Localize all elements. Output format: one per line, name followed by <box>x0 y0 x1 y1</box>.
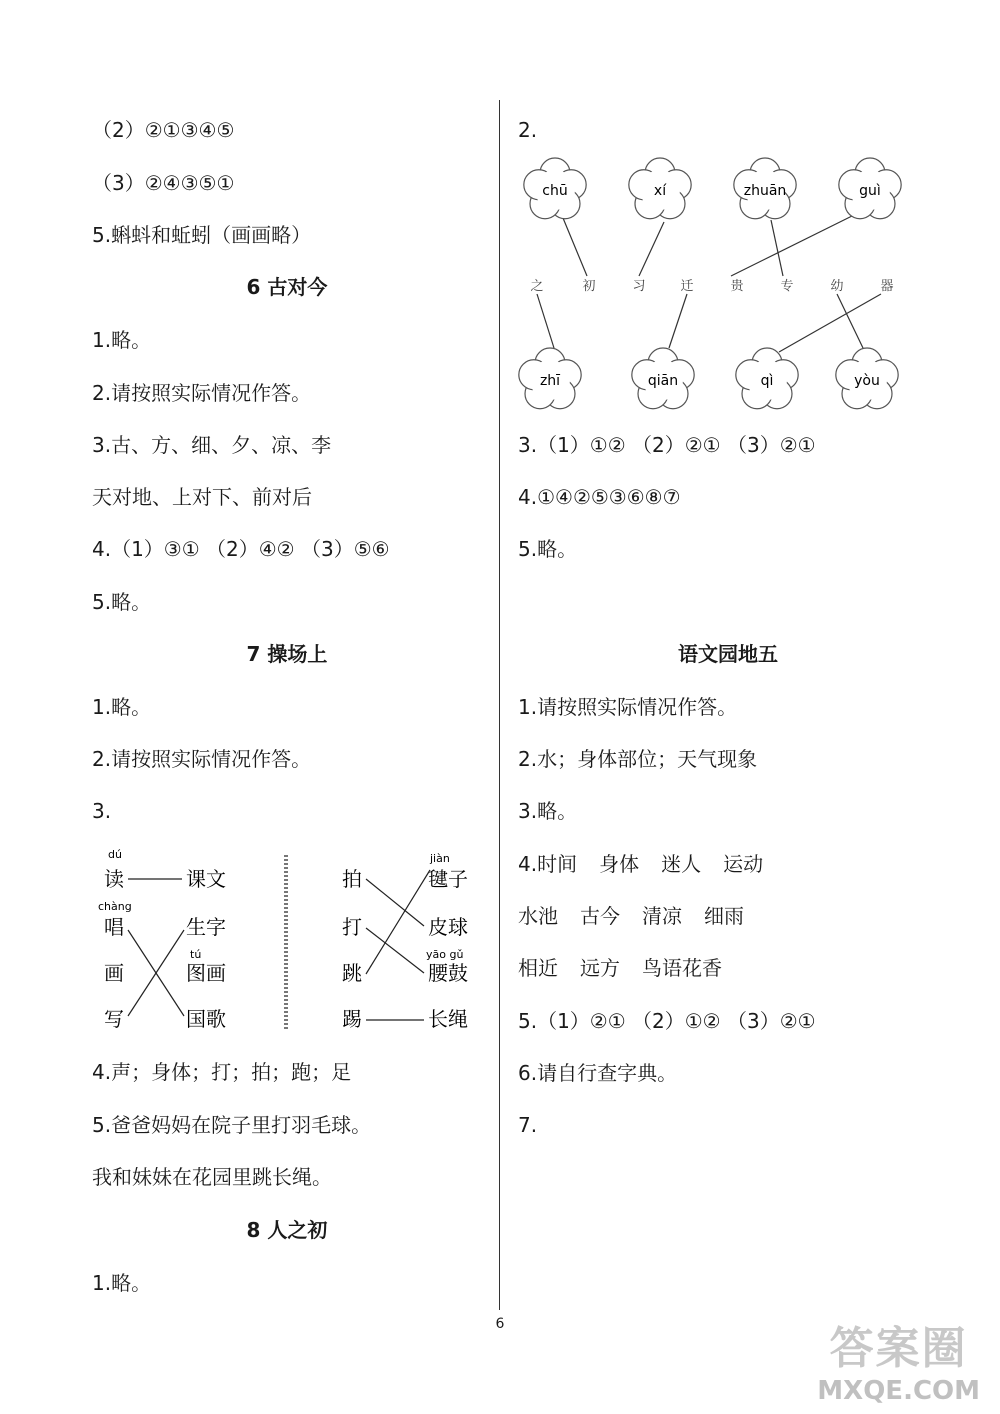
target-word: 生字 <box>186 915 226 939</box>
word: 迷人 <box>661 852 702 876</box>
word-row <box>518 851 785 877</box>
answer-line: 4.声；身体；打；拍；跑；足 <box>92 1060 352 1084</box>
answer-line: 5.（1）②① （2）①② （3）②① <box>518 1009 816 1033</box>
flower-pinyin: xí <box>653 183 667 199</box>
target-word: 国歌 <box>186 1007 226 1031</box>
page-number: 6 <box>495 1316 505 1332</box>
watermark-logo: 答案圈 <box>829 1323 968 1374</box>
match-line <box>779 294 881 352</box>
answer-line: 5.爸爸妈妈在院子里打羽毛球。 <box>92 1113 372 1137</box>
match-char: 之 <box>530 279 544 294</box>
word-row <box>518 903 766 929</box>
answer-line: 5.蝌蚪和蚯蚓（画画略） <box>92 223 312 247</box>
answer-line: 2.请按照实际情况作答。 <box>92 381 312 405</box>
section-heading-7: 7 操场上 <box>246 642 328 666</box>
match-char: 器 <box>880 279 894 294</box>
match-line <box>366 870 430 974</box>
answer-line: 3.古、方、细、夕、凉、李 <box>92 433 332 457</box>
answer-line: 我和妹妹在花园里跳长绳。 <box>92 1165 332 1189</box>
column-divider <box>499 100 500 1310</box>
target-word: 毽子 <box>428 867 468 891</box>
flower-pinyin: zhuān <box>743 183 787 199</box>
answer-line: 1.请按照实际情况作答。 <box>518 695 738 719</box>
match-char: 贵 <box>730 279 744 294</box>
answer-line: 2.请按照实际情况作答。 <box>92 747 312 771</box>
answer-line: 4.①④②⑤③⑥⑧⑦ <box>518 485 681 509</box>
answer-line: 3.略。 <box>518 799 578 823</box>
answer-line: 3.（1）①② （2）②① （3）②① <box>518 433 816 457</box>
section-heading-8: 8 人之初 <box>246 1218 328 1242</box>
flower-pinyin-box <box>629 158 691 219</box>
pinyin-label: yāo gǔ <box>426 948 464 961</box>
answer-line: 6.请自行查字典。 <box>518 1061 678 1085</box>
target-word: 皮球 <box>428 915 468 939</box>
word-row <box>518 955 744 981</box>
section-heading-garden: 语文园地五 <box>678 642 778 666</box>
match-line <box>669 294 687 348</box>
flower-pinyin: guì <box>859 183 881 199</box>
match-line <box>771 220 783 276</box>
word: 身体 <box>599 852 640 876</box>
word-char: 画 <box>104 961 124 985</box>
pinyin-label: tú <box>190 948 202 961</box>
flower-pinyin: yòu <box>854 373 880 389</box>
answer-line: 1.略。 <box>92 1271 152 1295</box>
answer-line: 5.略。 <box>92 590 152 614</box>
answer-line: 5.略。 <box>518 537 578 561</box>
word: 细雨 <box>704 904 744 928</box>
word-char: 踢 <box>342 1007 362 1031</box>
word-char: 跳 <box>342 961 362 985</box>
target-word: 图画 <box>186 961 226 985</box>
match-char: 习 <box>632 279 646 294</box>
word: 远方 <box>580 956 620 980</box>
answer-line: 天对地、上对下、前对后 <box>92 485 312 509</box>
answer-line: 4.（1）③① （2）④② （3）⑤⑥ <box>92 537 390 561</box>
flower-pinyin-box <box>632 348 694 409</box>
flower-pinyin-box <box>839 158 901 219</box>
word: 相近 <box>518 956 558 980</box>
flower-pinyin-box <box>736 348 798 409</box>
target-word: 课文 <box>186 867 226 891</box>
flower-matching-diagram <box>515 152 915 422</box>
word: 古今 <box>580 904 620 928</box>
match-line <box>837 294 863 348</box>
word: 鸟语花香 <box>642 956 722 980</box>
word-char: 唱 <box>104 915 124 939</box>
match-char: 初 <box>582 279 596 294</box>
answer-line: 3. <box>92 799 112 823</box>
word: 4.时间 <box>518 852 578 876</box>
answer-line: 7. <box>518 1113 538 1137</box>
match-char: 幼 <box>830 279 844 294</box>
answer-line: 2. <box>518 118 538 142</box>
target-word: 腰鼓 <box>428 961 468 985</box>
pinyin-label: jiàn <box>430 852 450 865</box>
match-line <box>731 216 852 276</box>
pinyin-label: chàng <box>98 900 132 913</box>
flower-pinyin: zhī <box>539 373 561 389</box>
answer-line: 2.水；身体部位；天气现象 <box>518 747 758 771</box>
word-char: 读 <box>104 867 124 891</box>
flower-pinyin: qì <box>760 373 774 389</box>
match-line <box>563 218 587 276</box>
flower-pinyin: qiān <box>647 373 679 389</box>
matching-diagram <box>90 840 490 1040</box>
match-char: 迁 <box>680 279 694 294</box>
word-char: 打 <box>342 915 362 939</box>
match-line <box>639 222 664 276</box>
match-line <box>366 879 424 926</box>
match-line <box>537 294 554 348</box>
flower-pinyin-box <box>836 348 898 409</box>
match-line <box>366 928 424 973</box>
answer-line: 1.略。 <box>92 695 152 719</box>
pinyin-label: dú <box>108 848 122 861</box>
answer-line: 1.略。 <box>92 328 152 352</box>
word: 清凉 <box>642 904 682 928</box>
word: 运动 <box>723 852 764 876</box>
flower-pinyin: chū <box>542 183 568 199</box>
answer-line: （2）②①③④⑤ <box>92 118 235 142</box>
word-char: 写 <box>104 1007 124 1031</box>
watermark <box>817 1312 980 1406</box>
target-word: 长绳 <box>428 1007 468 1031</box>
watermark-url: MXQE.COM <box>817 1376 980 1406</box>
word-char: 拍 <box>342 867 362 891</box>
section-heading-6: 6 古对今 <box>246 275 328 299</box>
word: 水池 <box>518 904 558 928</box>
flower-pinyin-box <box>519 348 581 409</box>
flower-pinyin-box <box>524 158 586 219</box>
answer-line: （3）②④③⑤① <box>92 171 235 195</box>
flower-pinyin-box <box>734 158 796 219</box>
match-char: 专 <box>780 279 794 294</box>
